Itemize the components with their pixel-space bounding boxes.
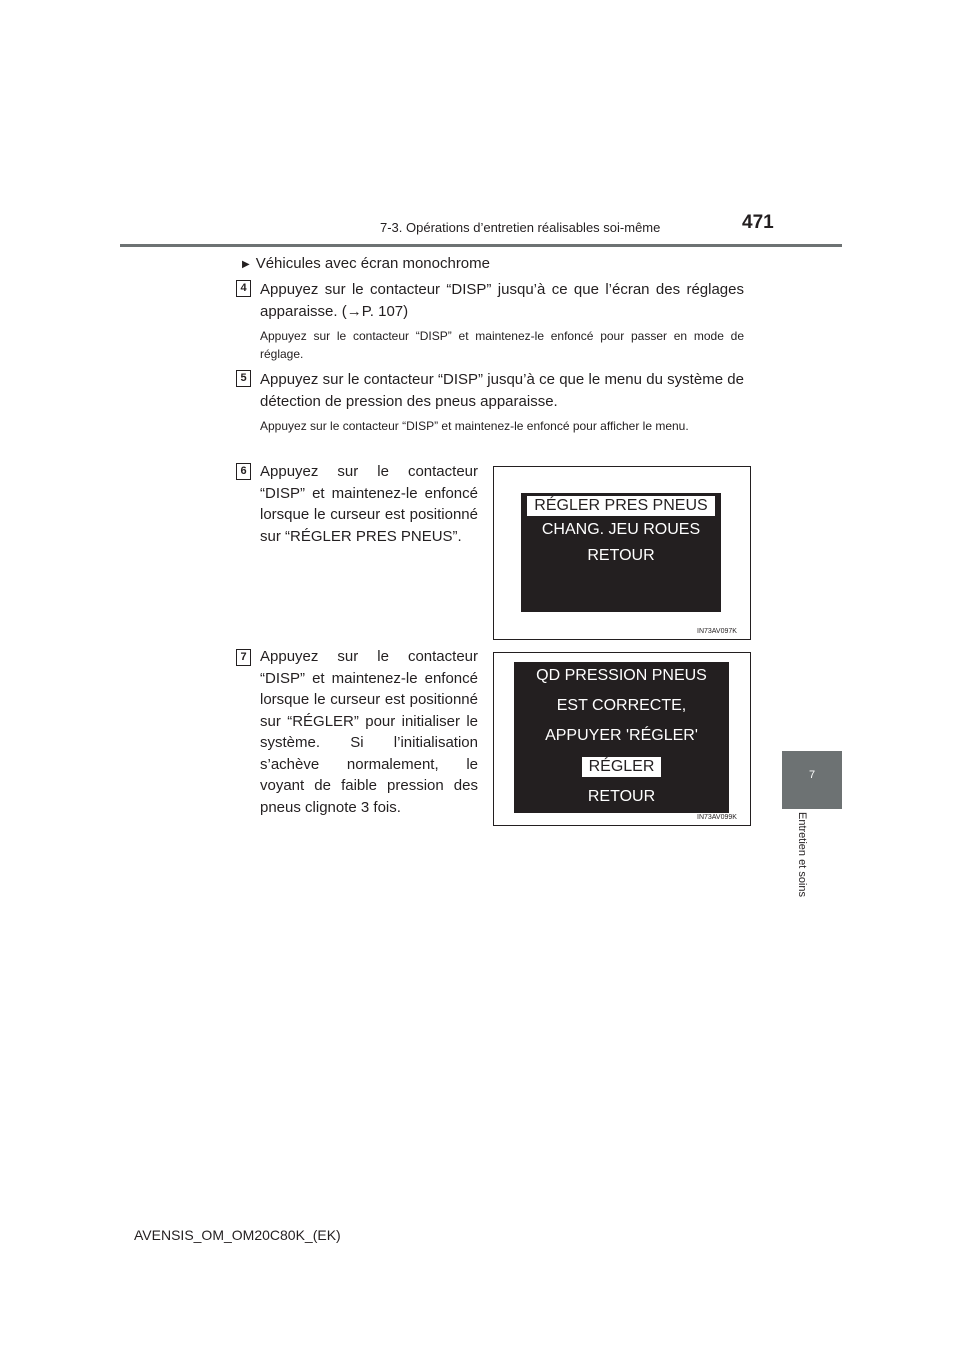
menu-item-return: RETOUR [587, 547, 655, 564]
footer-doc-id: AVENSIS_OM_OM20C80K_(EK) [134, 1227, 341, 1243]
display-screen [521, 493, 721, 612]
chapter-number: 7 [808, 769, 816, 781]
step-number-5: 5 [236, 370, 251, 387]
menu-item-wheel-change: CHANG. JEU ROUES [541, 521, 701, 538]
figure-settings-menu [493, 466, 751, 640]
step-5-text: Appuyez sur le contacteur “DISP” jusqu’à ce que le menu du système de détection de pression des pneus apparaisse. [260, 371, 744, 410]
figure-code: IN73AV097K [697, 628, 737, 635]
step-number-6: 6 [236, 463, 251, 480]
step-5-note: Appuyez sur le contacteur “DISP” et maintenez-le enfoncé pour afficher le menu. [260, 419, 689, 433]
figure-code: IN73AV099K [697, 814, 737, 821]
header-divider [120, 244, 842, 247]
triangle-right-icon: ▶ [242, 259, 250, 270]
chapter-tab[interactable] [782, 751, 842, 809]
page-number: 471 [742, 212, 774, 233]
message-line-1: QD PRESSION PNEUS [536, 667, 707, 684]
step-6-text: Appuyez sur le contacteur “DISP” et maintenez-le enfoncé lorsque le curseur est positionné sur “RÉGLER PRES PNEUS”. [260, 463, 478, 545]
step-number-7: 7 [236, 649, 251, 666]
step-number-4: 4 [236, 280, 251, 297]
step-7-text: Appuyez sur le contacteur “DISP” et maintenez-le enfoncé lorsque le curseur est positionné sur “RÉGLER” pour initialiser le système. Si l’initialisation s’achève normalement, le voyant de faible pression des pneus clignote 3 fois. [260, 648, 478, 816]
menu-item-return: RETOUR [587, 788, 656, 805]
section-title: 7-3. Opérations d’entretien réalisables soi-même [380, 220, 661, 235]
display-screen [514, 662, 729, 813]
message-line-3: APPUYER 'RÉGLER' [545, 727, 698, 744]
selected-menu-item: RÉGLER PRES PNEUS [527, 496, 714, 516]
selected-menu-item: RÉGLER [582, 757, 662, 777]
figure-initialize-menu [493, 652, 751, 826]
step-4-text: Appuyez sur le contacteur “DISP” jusqu’à ce que l’écran des réglages apparaisse. (→P. 107) [260, 281, 744, 320]
chapter-label: Entretien et soins [796, 812, 808, 897]
step-4-note: Appuyez sur le contacteur “DISP” et maintenez-le enfoncé pour passer en mode de réglage. [260, 329, 744, 361]
vehicle-variant-text: Véhicules avec écran monochrome [255, 255, 490, 272]
vehicle-variant-line [242, 255, 490, 272]
message-line-2: EST CORRECTE, [556, 697, 687, 714]
chapter-label-container [796, 812, 812, 922]
